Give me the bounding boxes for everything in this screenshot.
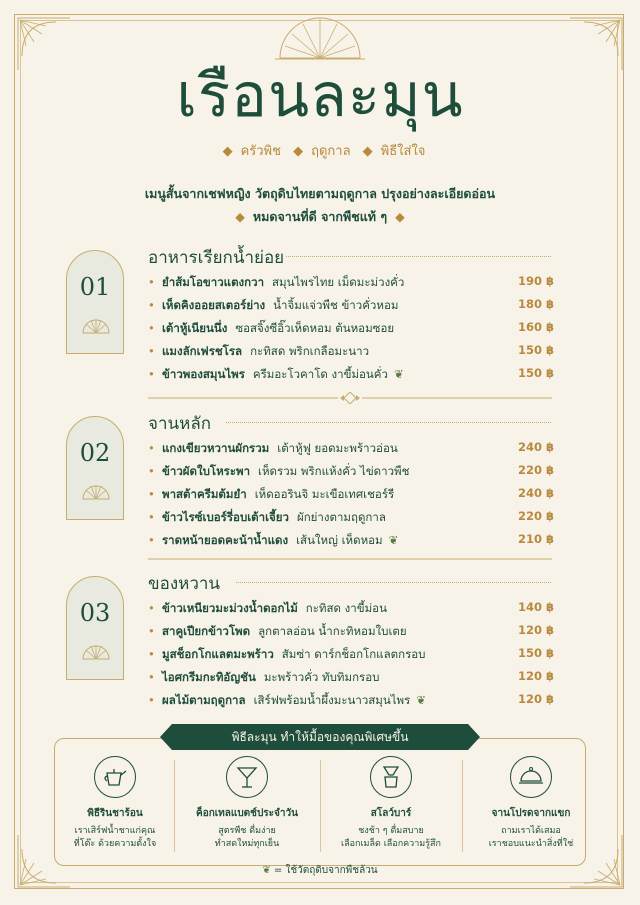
- plant-based-leaf-icon: ❦: [388, 533, 399, 547]
- item-name: ข้าวผัดใบโหระพา: [162, 464, 251, 478]
- feature-title: สโลว์บาร์: [370, 808, 412, 819]
- menu-item: • ผลไม้ตามฤดูกาล เสิร์ฟพร้อมน้ำผึ้งมะนาวสมุนไพร ❦ 120 ฿: [148, 692, 554, 707]
- menu-item: • แกงเขียวหวานผักรวม เต้าหู้ฟู ยอดมะพร้าวอ่อน 240 ฿: [148, 440, 554, 455]
- item-name: เห็ดคิงออยสเตอร์ย่าง: [162, 298, 266, 312]
- menu-item: • ข้าวไรซ์เบอร์รี่อบเต้าเจี้ยว ผักย่างตามฤดูกาล 220 ฿: [148, 509, 554, 524]
- fan-icon: [81, 315, 111, 335]
- item-price: 150 ฿: [517, 646, 554, 660]
- sunburst-fan-icon: [275, 16, 365, 62]
- feature-desc-1: สูตรพืช ดื่มง่าย: [218, 826, 276, 836]
- intro-line-1: เมนูสั้นจากเชฟหญิง วัตถุดิบไทยตามฤดูกาล ปรุงอย่างละเอียดอ่อน: [144, 186, 496, 201]
- item-desc: เต้าหู้ฟู ยอดมะพร้าวอ่อน: [277, 441, 398, 455]
- item-name: ข้าวเหนียวมะม่วงน้ำดอกไม้: [162, 601, 298, 615]
- intro-line-2: [0, 207, 640, 227]
- section-title: ของหวาน: [148, 574, 221, 594]
- item-price: 140 ฿: [517, 600, 554, 614]
- menu-item: • ยำส้มโอขาวแตงกวา สมุนไพรไทย เม็ดมะม่วงคั่ว 190 ฿: [148, 274, 554, 289]
- section-divider-line: [286, 256, 551, 257]
- tagline-part-3: พิธีใส่ใจ: [380, 144, 426, 159]
- plant-based-leaf-icon: ❦: [416, 693, 426, 707]
- feature-desc-1: เราเสิร์ฟน้ำชาแก่คุณ: [74, 826, 156, 836]
- item-price: 190 ฿: [517, 274, 554, 288]
- item-desc: ผักย่างตามฤดูกาล: [296, 510, 386, 524]
- plant-based-leaf-icon: ❦: [262, 865, 271, 876]
- menu-item: • ราดหน้ายอดคะน้าน้ำแดง เส้นใหญ่ เห็ดหอม ❦ 210 ฿: [148, 532, 554, 547]
- experience-banner-title: พิธีละมุน ทำให้มื้อของคุณพิเศษขึ้น: [172, 724, 468, 750]
- diamond-ornament-icon: ◆: [395, 209, 405, 224]
- item-desc: ครีมอะโวคาโด งาขี้ม่อนคั่ว: [252, 367, 388, 381]
- tagline: ◆ ครัวพิช ◆ ฤดูกาล ◆ พิธีใส่ใจ: [222, 144, 426, 159]
- feature-daily-cocktail: [182, 756, 312, 851]
- feature-tea-ritual: [50, 756, 180, 851]
- item-name: เต้าหู้เนียนนึ่ง: [162, 321, 228, 335]
- feature-separator: [320, 760, 321, 852]
- item-desc: เห็ดออรินจิ มะเขือเทศเชอร์รี: [254, 487, 395, 501]
- section-divider-ornament: [148, 392, 552, 404]
- menu-item: • ไอศกรีมกะทิอัญชัน มะพร้าวคั่ว ทับทิมกรอบ 120 ฿: [148, 669, 554, 684]
- menu-item: • ข้าวเหนียวมะม่วงน้ำดอกไม้ กะทิสด งาขี้ม่อน 140 ฿: [148, 600, 554, 615]
- section-number: 03: [79, 599, 111, 627]
- item-desc: เส้นใหญ่ เห็ดหอม: [296, 533, 383, 547]
- legend-note-text: = ใช้วัตถุดิบจากพืชล้วน: [273, 865, 378, 876]
- item-desc: สัมซ่า ดาร์กช็อกโกแลตกรอบ: [281, 647, 426, 661]
- section-number-badge: [66, 250, 124, 354]
- menu-item: • ข้าวพองสมุนไพร ครีมอะโวคาโด งาขี้ม่อนคั่ว ❦ 150 ฿: [148, 366, 554, 381]
- item-price: 210 ฿: [517, 532, 554, 546]
- item-price: 120 ฿: [517, 692, 554, 706]
- feature-title: ค็อกเทลแบตช์ประจำวัน: [196, 808, 298, 819]
- item-price: 240 ฿: [517, 486, 554, 500]
- pour-over-coffee-icon: [370, 756, 412, 798]
- item-desc: ซอสจิ๊งซีอิ๊วเห็ดหอม ต้นหอมซอย: [235, 321, 395, 335]
- item-desc: กะทิสด งาขี้ม่อน: [305, 601, 387, 615]
- feature-desc-1: ชงช้า ๆ ดื่มสบาย: [358, 826, 424, 836]
- section-number-badge: [66, 416, 124, 520]
- item-desc: สมุนไพรไทย เม็ดมะม่วงคั่ว: [272, 275, 405, 289]
- menu-item: • พาสต้าครีมต้มยำ เห็ดออรินจิ มะเขือเทศเชอร์รี 240 ฿: [148, 486, 554, 501]
- feature-separator: [462, 760, 463, 852]
- item-name: ไอศกรีมกะทิอัญชัน: [162, 670, 256, 684]
- section-divider-line: [236, 582, 551, 583]
- feature-desc-2: เราชอบแนะนำสิ่งที่ใช่: [488, 839, 574, 849]
- item-desc: กะทิสด พริกเกลือมะนาว: [250, 344, 370, 358]
- item-price: 180 ฿: [517, 297, 554, 311]
- feature-title: พิธีรินชาร้อน: [87, 808, 143, 819]
- feature-guest-favorites: [466, 756, 596, 851]
- item-desc: เสิร์ฟพร้อมน้ำผึ้งมะนาวสมุนไพร: [253, 693, 411, 707]
- section-title: จานหลัก: [148, 414, 212, 434]
- section-number: 02: [79, 439, 111, 467]
- item-desc: เห็ดรวม พริกแห้งคั่ว ไข่ดาวพืช: [258, 464, 410, 478]
- item-name: มูสช็อกโกแลตมะพร้าว: [162, 647, 274, 661]
- section-number: 01: [79, 273, 111, 301]
- item-price: 220 ฿: [517, 509, 554, 523]
- section-number-badge: [66, 576, 124, 680]
- item-name: ข้าวพองสมุนไพร: [162, 367, 245, 381]
- cloche-icon: [510, 756, 552, 798]
- feature-title: จานโปรดจากแขก: [491, 808, 571, 819]
- item-desc: น้ำจิ้มแจ่วพืช ข้าวคั่วหอม: [273, 298, 399, 312]
- item-name: แกงเขียวหวานผักรวม: [162, 441, 270, 455]
- feature-desc-1: ถามเราได้เสมอ: [501, 826, 561, 836]
- feature-slow-bar: [326, 756, 456, 851]
- item-name: ผลไม้ตามฤดูกาล: [162, 693, 246, 707]
- plant-based-leaf-icon: ❦: [393, 367, 404, 381]
- diamond-ornament-icon: ◆: [235, 209, 245, 224]
- feature-desc-2: ทำสดใหม่ทุกเย็น: [214, 839, 280, 849]
- item-desc: มะพร้าวคั่ว ทับทิมกรอบ: [263, 670, 380, 684]
- section-divider-line: [226, 422, 551, 423]
- item-price: 220 ฿: [517, 463, 554, 477]
- item-name: ข้าวไรซ์เบอร์รี่อบเต้าเจี้ยว: [162, 510, 289, 524]
- menu-item: • เต้าหู้เนียนนึ่ง ซอสจิ๊งซีอิ๊วเห็ดหอม ต้นหอมซอย 160 ฿: [148, 320, 554, 335]
- teapot-icon: [94, 756, 136, 798]
- cocktail-glass-icon: [226, 756, 268, 798]
- item-desc: ลูกตาลอ่อน น้ำกะทิหอมใบเตย: [258, 624, 407, 638]
- item-name: พาสต้าครีมต้มยำ: [162, 487, 247, 501]
- menu-item: • สาคูเปียกข้าวโพด ลูกตาลอ่อน น้ำกะทิหอมใบเตย 120 ฿: [148, 623, 554, 638]
- item-name: ราดหน้ายอดคะน้าน้ำแดง: [162, 533, 289, 547]
- item-name: ยำส้มโอขาวแตงกวา: [162, 275, 265, 289]
- legend-note: [0, 863, 640, 878]
- fan-icon: [81, 481, 111, 501]
- tagline-part-2: ฤดูกาล: [311, 144, 351, 159]
- item-price: 160 ฿: [517, 320, 554, 334]
- tagline-part-1: ครัวพิช: [240, 144, 281, 159]
- item-price: 150 ฿: [517, 343, 554, 357]
- feature-desc-2: ที่โต๊ะ ด้วยความตั้งใจ: [73, 839, 157, 849]
- fan-icon: [81, 641, 111, 661]
- menu-item: • ข้าวผัดใบโหระพา เห็ดรวม พริกแห้งคั่ว ไข่ดาวพืช 220 ฿: [148, 463, 554, 478]
- restaurant-title: เรือนละมุน: [176, 61, 464, 131]
- section-divider-line-simple: [148, 553, 552, 565]
- intro-line-2-text: หมดจานที่ดี จากพืชแท้ ๆ: [252, 209, 388, 224]
- menu-item: • เห็ดคิงออยสเตอร์ย่าง น้ำจิ้มแจ่วพืช ข้าวคั่วหอม 180 ฿: [148, 297, 554, 312]
- feature-desc-2: เลือกเมล็ด เลือกความรู้สึก: [341, 839, 441, 849]
- menu-item: • มูสช็อกโกแลตมะพร้าว สัมซ่า ดาร์กช็อกโกแลตกรอบ 150 ฿: [148, 646, 554, 661]
- item-price: 150 ฿: [517, 366, 554, 380]
- item-price: 240 ฿: [517, 440, 554, 454]
- item-price: 120 ฿: [517, 623, 554, 637]
- menu-item: • แมงลักเฟรชโรล กะทิสด พริกเกลือมะนาว 150 ฿: [148, 343, 554, 358]
- item-price: 120 ฿: [517, 669, 554, 683]
- item-name: แมงลักเฟรชโรล: [162, 344, 243, 358]
- section-title: อาหารเรียกน้ำย่อย: [148, 248, 285, 268]
- item-name: สาคูเปียกข้าวโพด: [162, 624, 251, 638]
